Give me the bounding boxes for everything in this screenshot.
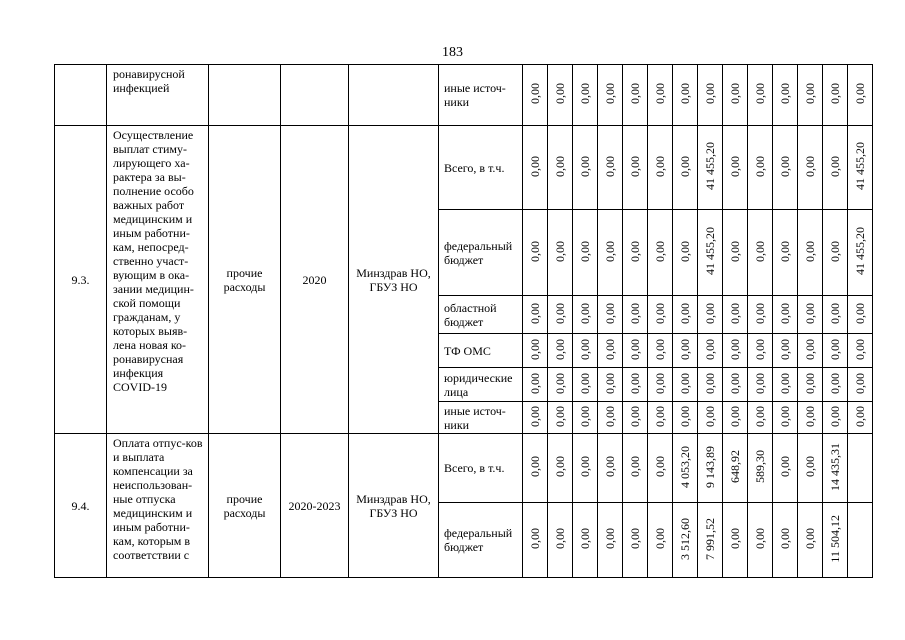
amount-cell <box>523 210 548 296</box>
amount-value: 0,00 <box>802 338 817 360</box>
amount-value: 0,00 <box>602 240 617 262</box>
amount-cell <box>748 402 773 434</box>
funding-source-cell <box>439 503 523 578</box>
amount-cell <box>848 65 873 126</box>
amount-value: 0,00 <box>777 528 792 549</box>
funding-source-cell <box>439 65 523 126</box>
amount-value: 0,00 <box>527 528 542 549</box>
amount-cell <box>773 210 798 296</box>
amount-cell <box>823 503 848 578</box>
amount-cell <box>523 503 548 578</box>
amount-value: 0,00 <box>802 456 817 477</box>
amount-value: 0,00 <box>827 372 842 394</box>
amount-value: 0,00 <box>552 302 567 324</box>
amount-value: 0,00 <box>777 83 792 104</box>
period: 2020 <box>302 272 327 287</box>
amount-cell <box>823 65 848 126</box>
amount-value: 0,00 <box>802 155 817 177</box>
amount-value: 0,00 <box>652 302 667 324</box>
executor-cell <box>349 126 439 434</box>
amount-value: 0,00 <box>702 405 717 427</box>
amount-value: 0,00 <box>602 456 617 477</box>
amount-cell <box>848 402 873 434</box>
amount-cell <box>773 334 798 368</box>
amount-value: 0,00 <box>602 83 617 104</box>
amount-cell <box>848 503 873 578</box>
amount-value: 0,00 <box>527 83 542 104</box>
amount-value: 0,00 <box>552 155 567 177</box>
measure-description-cell <box>107 434 209 578</box>
amount-value: 0,00 <box>677 302 692 324</box>
amount-value: 0,00 <box>827 302 842 324</box>
amount-cell <box>773 296 798 334</box>
amount-cell <box>573 210 598 296</box>
amount-cell <box>823 210 848 296</box>
amount-value: 0,00 <box>727 155 742 177</box>
amount-value: 0,00 <box>602 405 617 427</box>
amount-value: 0,00 <box>652 338 667 360</box>
page-number: 183 <box>442 45 463 60</box>
amount-value: 0,00 <box>527 302 542 324</box>
executor-cell <box>349 434 439 578</box>
amount-cell <box>798 402 823 434</box>
executor: Минздрав НО, ГБУЗ НО <box>356 265 431 294</box>
amount-cell <box>673 296 698 334</box>
table-row <box>55 65 873 126</box>
amount-value: 0,00 <box>727 528 742 549</box>
amount-cell <box>748 210 773 296</box>
amount-cell <box>598 368 623 402</box>
amount-cell <box>548 503 573 578</box>
amount-cell <box>598 503 623 578</box>
amount-value: 0,00 <box>827 338 842 360</box>
amount-value: 0,00 <box>752 528 767 549</box>
amount-cell <box>723 296 748 334</box>
amount-value: 0,00 <box>627 528 642 549</box>
amount-value: 0,00 <box>552 83 567 104</box>
amount-cell <box>598 402 623 434</box>
amount-cell <box>698 210 723 296</box>
amount-cell <box>523 296 548 334</box>
amount-value: 0,00 <box>802 372 817 394</box>
amount-cell <box>648 65 673 126</box>
amount-cell <box>773 126 798 210</box>
amount-value: 41 455,20 <box>702 142 717 190</box>
amount-cell <box>648 334 673 368</box>
amount-cell <box>798 368 823 402</box>
amount-value: 0,00 <box>577 240 592 262</box>
amount-value: 0,00 <box>527 240 542 262</box>
amount-value: 0,00 <box>652 155 667 177</box>
amount-cell <box>623 334 648 368</box>
amount-cell <box>673 368 698 402</box>
amount-value: 0,00 <box>652 240 667 262</box>
amount-value: 0,00 <box>652 372 667 394</box>
amount-cell <box>573 434 598 503</box>
amount-cell <box>748 503 773 578</box>
funding-source: иные источ-ники <box>444 403 506 432</box>
amount-cell <box>773 434 798 503</box>
amount-cell <box>798 210 823 296</box>
amount-value: 0,00 <box>602 338 617 360</box>
amount-value: 0,00 <box>527 338 542 360</box>
amount-value: 0,00 <box>677 240 692 262</box>
amount-cell <box>723 126 748 210</box>
cost-type-cell <box>209 126 281 434</box>
amount-cell <box>573 296 598 334</box>
amount-cell <box>723 334 748 368</box>
amount-cell <box>523 402 548 434</box>
amount-value: 0,00 <box>752 372 767 394</box>
amount-value: 0,00 <box>827 155 842 177</box>
amount-cell <box>648 126 673 210</box>
amount-value: 0,00 <box>802 405 817 427</box>
amount-cell <box>698 503 723 578</box>
amount-value: 0,00 <box>577 155 592 177</box>
amount-cell <box>673 210 698 296</box>
measure-description: Оплата отпус-ков и выплата компенсации за неиспользован-ные отпуска медицинским и иным работни-кам, которым в соответствии с <box>113 436 203 562</box>
amount-value: 0,00 <box>677 83 692 104</box>
amount-cell <box>573 402 598 434</box>
period-cell <box>281 65 349 126</box>
funding-source: иные источ-ники <box>444 81 506 109</box>
amount-value: 0,00 <box>702 338 717 360</box>
amount-cell <box>698 334 723 368</box>
amount-cell <box>723 368 748 402</box>
period: 2020-2023 <box>288 498 341 513</box>
amount-value: 0,00 <box>577 302 592 324</box>
amount-value: 0,00 <box>827 405 842 427</box>
amount-value: 11 504,12 <box>827 514 842 563</box>
amount-cell <box>698 296 723 334</box>
amount-cell <box>773 65 798 126</box>
amount-cell <box>548 296 573 334</box>
amount-cell <box>548 65 573 126</box>
amount-value: 0,00 <box>627 83 642 104</box>
amount-value: 0,00 <box>577 405 592 427</box>
amount-cell <box>773 503 798 578</box>
amount-cell <box>523 126 548 210</box>
amount-cell <box>748 368 773 402</box>
measure-description-cell <box>107 126 209 434</box>
amount-value: 0,00 <box>802 528 817 549</box>
funding-source-cell <box>439 368 523 402</box>
amount-cell <box>648 210 673 296</box>
amount-value: 0,00 <box>527 372 542 394</box>
amount-cell <box>848 434 873 503</box>
amount-value: 0,00 <box>577 528 592 549</box>
amount-cell <box>848 334 873 368</box>
amount-cell <box>573 503 598 578</box>
amount-cell <box>723 434 748 503</box>
amount-cell <box>648 434 673 503</box>
amount-value: 0,00 <box>602 528 617 549</box>
amount-value: 0,00 <box>652 405 667 427</box>
amount-cell <box>623 402 648 434</box>
amount-value: 0,00 <box>852 302 867 324</box>
funding-source-cell <box>439 296 523 334</box>
amount-cell <box>798 296 823 334</box>
amount-cell <box>723 210 748 296</box>
amount-cell <box>598 334 623 368</box>
amount-cell <box>673 65 698 126</box>
amount-cell <box>573 126 598 210</box>
amount-cell <box>798 65 823 126</box>
amount-value: 0,00 <box>552 338 567 360</box>
amount-value: 0,00 <box>552 240 567 262</box>
amount-cell <box>598 210 623 296</box>
amount-value: 0,00 <box>852 405 867 427</box>
amount-value: 0,00 <box>702 302 717 324</box>
cost-type-cell <box>209 65 281 126</box>
funding-source-cell <box>439 402 523 434</box>
amount-value: 41 455,20 <box>852 227 867 275</box>
amount-cell <box>748 296 773 334</box>
amount-cell <box>673 126 698 210</box>
amount-cell <box>573 334 598 368</box>
amount-value: 0,00 <box>752 83 767 104</box>
amount-value: 0,00 <box>627 155 642 177</box>
amount-value: 0,00 <box>602 302 617 324</box>
amount-cell <box>623 434 648 503</box>
amount-cell <box>823 402 848 434</box>
amount-cell <box>648 296 673 334</box>
amount-cell <box>623 368 648 402</box>
amount-value: 0,00 <box>627 240 642 262</box>
amount-cell <box>673 434 698 503</box>
amount-cell <box>823 126 848 210</box>
executor-cell <box>349 65 439 126</box>
section-number-cell <box>55 65 107 126</box>
amount-value: 0,00 <box>752 405 767 427</box>
amount-cell <box>698 402 723 434</box>
amount-cell <box>823 434 848 503</box>
funding-source: ТФ ОМС <box>444 343 491 358</box>
amount-cell <box>698 126 723 210</box>
funding-source: федеральный бюджет <box>444 526 513 554</box>
amount-cell <box>748 434 773 503</box>
amount-value: 0,00 <box>577 372 592 394</box>
amount-cell <box>698 434 723 503</box>
amount-value: 0,00 <box>652 456 667 477</box>
amount-cell <box>573 65 598 126</box>
amount-cell <box>798 503 823 578</box>
amount-cell <box>773 368 798 402</box>
amount-value: 0,00 <box>577 456 592 477</box>
amount-cell <box>648 368 673 402</box>
amount-value: 0,00 <box>627 302 642 324</box>
amount-value: 0,00 <box>652 83 667 104</box>
amount-cell <box>648 503 673 578</box>
amount-value: 0,00 <box>552 456 567 477</box>
amount-value: 0,00 <box>627 372 642 394</box>
table-row <box>55 434 873 503</box>
amount-cell <box>848 296 873 334</box>
amount-value: 0,00 <box>852 83 867 104</box>
period-cell <box>281 434 349 578</box>
amount-cell <box>573 368 598 402</box>
amount-cell <box>748 334 773 368</box>
amount-cell <box>723 402 748 434</box>
amount-value: 648,92 <box>727 450 742 483</box>
amount-value: 0,00 <box>777 302 792 324</box>
amount-cell <box>798 126 823 210</box>
amount-value: 0,00 <box>602 372 617 394</box>
section-number: 9.3. <box>71 272 90 287</box>
amount-cell <box>773 402 798 434</box>
amount-value: 0,00 <box>777 456 792 477</box>
measure-description-cell <box>107 65 209 126</box>
funding-source-cell <box>439 334 523 368</box>
amount-cell <box>848 210 873 296</box>
amount-cell <box>798 334 823 368</box>
amount-value: 0,00 <box>827 83 842 104</box>
amount-value: 0,00 <box>527 155 542 177</box>
amount-value: 0,00 <box>552 528 567 549</box>
amount-value: 0,00 <box>652 528 667 549</box>
amount-value: 0,00 <box>777 338 792 360</box>
amount-value: 0,00 <box>702 83 717 104</box>
amount-cell <box>623 65 648 126</box>
amount-cell <box>823 368 848 402</box>
amount-cell <box>548 210 573 296</box>
cost-type: прочие расходы <box>223 491 266 520</box>
amount-value: 0,00 <box>527 456 542 477</box>
amount-value: 589,30 <box>752 450 767 483</box>
amount-cell <box>548 434 573 503</box>
cost-type: прочие расходы <box>223 265 266 294</box>
executor: Минздрав НО, ГБУЗ НО <box>356 491 431 520</box>
amount-value: 3 512,60 <box>677 517 692 560</box>
funding-source-cell <box>439 434 523 503</box>
amount-cell <box>673 402 698 434</box>
measure-description: ронавирусной инфекцией <box>113 67 185 95</box>
amount-cell <box>823 296 848 334</box>
amount-cell <box>548 334 573 368</box>
amount-value: 0,00 <box>702 372 717 394</box>
amount-value: 0,00 <box>552 405 567 427</box>
amount-cell <box>698 65 723 126</box>
amount-value: 0,00 <box>602 155 617 177</box>
amount-cell <box>648 402 673 434</box>
amount-cell <box>673 334 698 368</box>
amount-cell <box>548 368 573 402</box>
amount-cell <box>723 503 748 578</box>
amount-value: 0,00 <box>852 372 867 394</box>
amount-cell <box>523 434 548 503</box>
amount-value: 0,00 <box>777 405 792 427</box>
funding-source: юридические лица <box>444 370 513 399</box>
amount-cell <box>748 126 773 210</box>
section-number-cell <box>55 434 107 578</box>
amount-value: 0,00 <box>677 372 692 394</box>
amount-value: 0,00 <box>577 338 592 360</box>
amount-value: 0,00 <box>777 155 792 177</box>
amount-value: 0,00 <box>727 302 742 324</box>
amount-cell <box>598 434 623 503</box>
amount-value: 0,00 <box>752 302 767 324</box>
amount-value: 0,00 <box>802 302 817 324</box>
amount-cell <box>723 65 748 126</box>
amount-value: 0,00 <box>727 240 742 262</box>
amount-value: 4 053,20 <box>677 445 692 488</box>
amount-cell <box>598 296 623 334</box>
amount-cell <box>548 126 573 210</box>
funding-source: Всего, в т.ч. <box>444 160 505 175</box>
funding-source: Всего, в т.ч. <box>444 461 505 475</box>
amount-value: 7 991,52 <box>702 517 717 560</box>
amount-cell <box>623 210 648 296</box>
amount-value: 0,00 <box>727 405 742 427</box>
amount-cell <box>523 65 548 126</box>
measure-description: Осуществление выплат стиму-лирующего ха-рактера за вы-полнение особо важных работ медицинским и иным работни-кам, непосред-ственно участ-вующим в ока-зании медицин-ской помощи гражданам, у которых выяв-лена новая ко-ронавирусная инфекция COVID-19 <box>113 128 194 394</box>
amount-value: 0,00 <box>552 372 567 394</box>
amount-cell <box>748 65 773 126</box>
amount-value: 0,00 <box>727 338 742 360</box>
amount-value: 0,00 <box>627 405 642 427</box>
amount-cell <box>523 368 548 402</box>
amount-value: 0,00 <box>627 456 642 477</box>
amount-value: 0,00 <box>677 338 692 360</box>
amount-cell <box>623 503 648 578</box>
amount-value: 0,00 <box>777 372 792 394</box>
amount-cell <box>548 402 573 434</box>
amount-value: 0,00 <box>577 83 592 104</box>
amount-value: 0,00 <box>852 338 867 360</box>
amount-value: 9 143,89 <box>702 445 717 488</box>
amount-cell <box>823 334 848 368</box>
amount-cell <box>798 434 823 503</box>
amount-cell <box>598 126 623 210</box>
amount-value: 0,00 <box>527 405 542 427</box>
funding-source-cell <box>439 126 523 210</box>
amount-value: 41 455,20 <box>702 227 717 275</box>
amount-value: 0,00 <box>727 372 742 394</box>
amount-value: 0,00 <box>752 155 767 177</box>
amount-cell <box>523 334 548 368</box>
amount-value: 0,00 <box>727 83 742 104</box>
amount-cell <box>673 503 698 578</box>
section-number-cell <box>55 126 107 434</box>
amount-value: 0,00 <box>752 338 767 360</box>
amount-cell <box>623 126 648 210</box>
funding-source: областной бюджет <box>444 300 497 329</box>
amount-value: 0,00 <box>677 155 692 177</box>
section-number: 9.4. <box>71 498 90 513</box>
amount-cell <box>848 368 873 402</box>
period-cell <box>281 126 349 434</box>
amount-cell <box>698 368 723 402</box>
amount-value: 41 455,20 <box>852 142 867 190</box>
amount-value: 14 435,31 <box>827 442 842 491</box>
budget-table <box>54 64 873 578</box>
amount-value: 0,00 <box>827 240 842 262</box>
amount-value: 0,00 <box>677 405 692 427</box>
amount-value: 0,00 <box>777 240 792 262</box>
amount-cell <box>623 296 648 334</box>
amount-cell <box>848 126 873 210</box>
cost-type-cell <box>209 434 281 578</box>
table-row <box>55 126 873 210</box>
amount-value: 0,00 <box>752 240 767 262</box>
funding-source: федеральный бюджет <box>444 238 513 267</box>
amount-cell <box>598 65 623 126</box>
amount-value: 0,00 <box>802 240 817 262</box>
amount-value: 0,00 <box>627 338 642 360</box>
amount-value: 0,00 <box>802 83 817 104</box>
funding-source-cell <box>439 210 523 296</box>
